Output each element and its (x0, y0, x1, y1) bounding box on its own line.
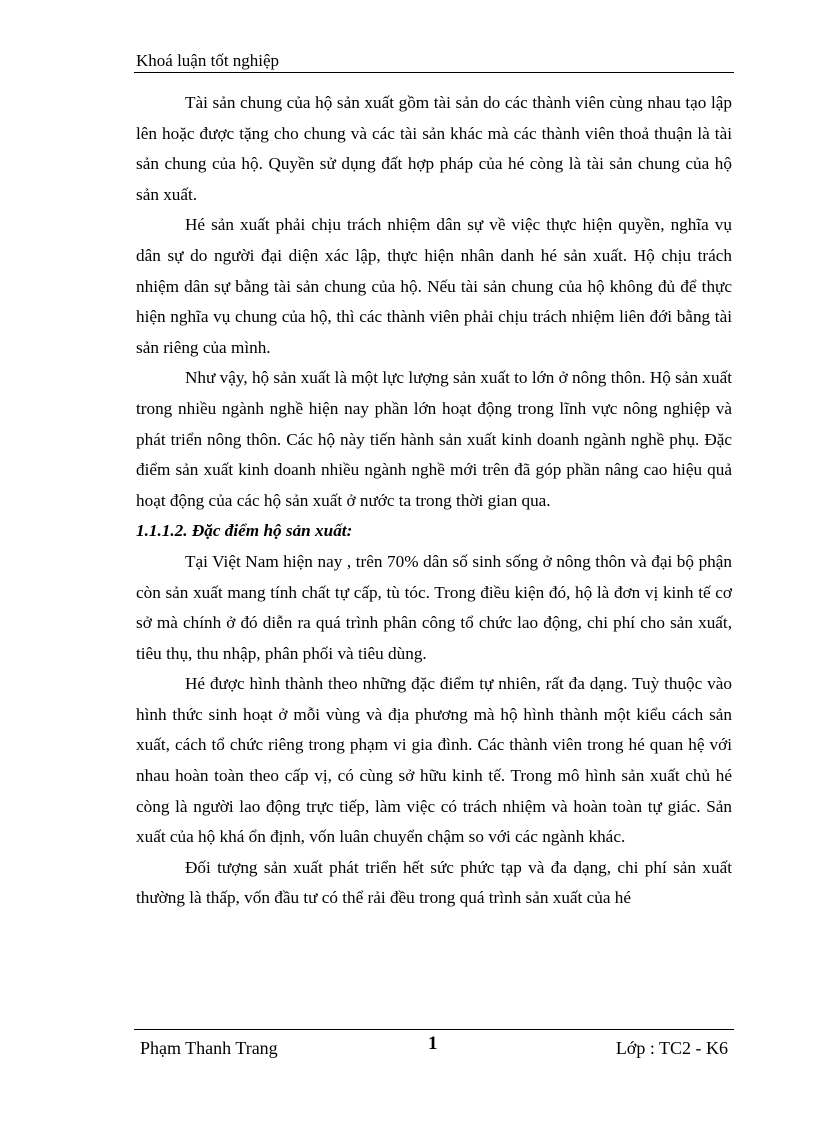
footer-class-label: Lớp : TC2 - K6 (615, 1038, 728, 1058)
body-content (136, 88, 732, 914)
paragraph: Tại Việt Nam hiện nay , trên 70% dân số sinh sống ở nông thôn và đại bộ phận còn sản xuất mang tính chất tự cấp, tù tóc. Trong điều kiện đó, hộ là đơn vị kinh tế cơ sở mà chính ở đó diễn ra quá trình phân công tổ chức lao động, chi phí cho sản xuất, tiêu thụ, thu nhập, phân phối và tiêu dùng. (136, 551, 732, 663)
paragraph: Như vậy, hộ sản xuất là một lực lượng sản xuất to lớn ở nông thôn. Hộ sản xuất trong nhiều ngành nghề hiện nay phần lớn hoạt động trong lĩnh vực nông nghiệp và phát triển nông thôn. Các hộ này tiến hành sản xuất kinh doanh ngành nghề phụ. Đặc điểm sản xuất kinh doanh nhiều ngành nghề mới trên đã góp phần nâng cao hiệu quả hoạt động của các hộ sản xuất ở nước ta trong thời gian qua. (136, 368, 732, 510)
paragraph: Đối tượng sản xuất phát triển hết sức phức tạp và đa dạng, chi phí sản xuất thường là thấp, vốn đầu tư có thể rải đều trong quá trình sản xuất của hé (136, 857, 732, 908)
paragraph: Hé được hình thành theo những đặc điểm tự nhiên, rất đa dạng. Tuỳ thuộc vào hình thức sinh hoạt ở mỗi vùng và địa phương mà hộ hình thành một kiểu cách sản xuất, cách tổ chức riêng trong phạm vi gia đình. Các thành viên trong hé quan hệ với nhau hoàn toàn theo cấp vị, có cùng sở hữu kinh tế. Trong mô hình sản xuất chủ hé còng là người lao động trực tiếp, làm việc có trách nhiệm và hoàn toàn tự giác. Sản xuất của hộ khá ổn định, vốn luân chuyển chậm so với các ngành khác. (136, 674, 732, 847)
paragraph: Hé sản xuất phải chịu trách nhiệm dân sự về việc thực hiện quyền, nghĩa vụ dân sự do người đại diện xác lập, thực hiện nhân danh hé sản xuất. Hộ chịu trách nhiệm dân sự bằng tài sản chung của hộ. Nếu tài sản chung của hộ không đủ để thực hiện nghĩa vụ chung của hộ, thì các thành viên phải chịu trách nhiệm liên đới bằng tài sản riêng của mình. (136, 215, 732, 357)
section-heading: 1.1.1.2. Đặc điểm hộ sản xuất: (136, 521, 353, 541)
running-header-title: Khoá luận tốt nghiệp (136, 51, 280, 70)
header-divider (134, 72, 734, 73)
footer-divider (134, 1029, 734, 1030)
paragraph: Tài sản chung của hộ sản xuất gồm tài sản do các thành viên cùng nhau tạo lập lên hoặc được tặng cho chung và các tài sản khác mà các thành viên thoả thuận là tài sản chung của hộ. Quyền sử dụng đất hợp pháp của hé còng là tài sản chung của hộ sản xuất. (136, 93, 732, 204)
page-number: 1 (428, 1033, 438, 1054)
footer-author: Phạm Thanh Trang (140, 1038, 278, 1058)
